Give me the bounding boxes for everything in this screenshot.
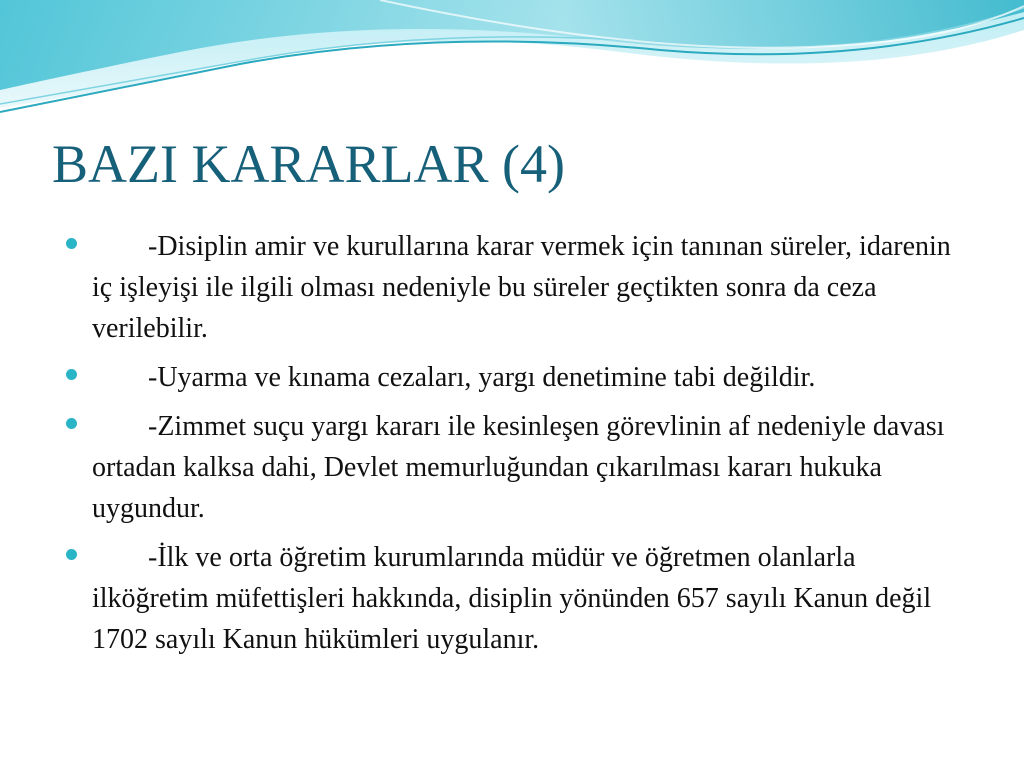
list-item bbox=[0, 357, 1024, 398]
slide-title: BAZI KARARLAR (4) bbox=[52, 134, 565, 194]
bullet-text: -Disiplin amir ve kurullarına karar vermek için tanınan süreler, idarenin iç işleyişi ile ilgili olması nedeniyle bu süreler geçtikten sonra da ceza verilebilir. bbox=[92, 231, 958, 344]
bullet-dot-icon bbox=[66, 418, 77, 429]
bullet-text: -Zimmet suçu yargı kararı ile kesinleşen görevlinin af nedeniyle davası ortadan kalksa dahi, Devlet memurluğundan çıkarılması kararı hukuka uygundur. bbox=[92, 411, 952, 524]
decorative-wave-header bbox=[0, 0, 1024, 120]
list-item bbox=[0, 226, 1024, 349]
bullet-text: -İlk ve orta öğretim kurumlarında müdür ve öğretmen olanlarla ilköğretim müfettişleri hakkında, disiplin yönünden 657 sayılı Kanun değil 1702 sayılı Kanun hükümleri uygulanır. bbox=[92, 542, 939, 655]
bullet-list bbox=[0, 226, 1024, 668]
bullet-dot-icon bbox=[66, 549, 77, 560]
bullet-dot-icon bbox=[66, 238, 77, 249]
list-item bbox=[0, 406, 1024, 529]
bullet-dot-icon bbox=[66, 369, 77, 380]
list-item bbox=[0, 537, 1024, 660]
bullet-text: -Uyarma ve kınama cezaları, yargı denetimine tabi değildir. bbox=[92, 362, 816, 393]
